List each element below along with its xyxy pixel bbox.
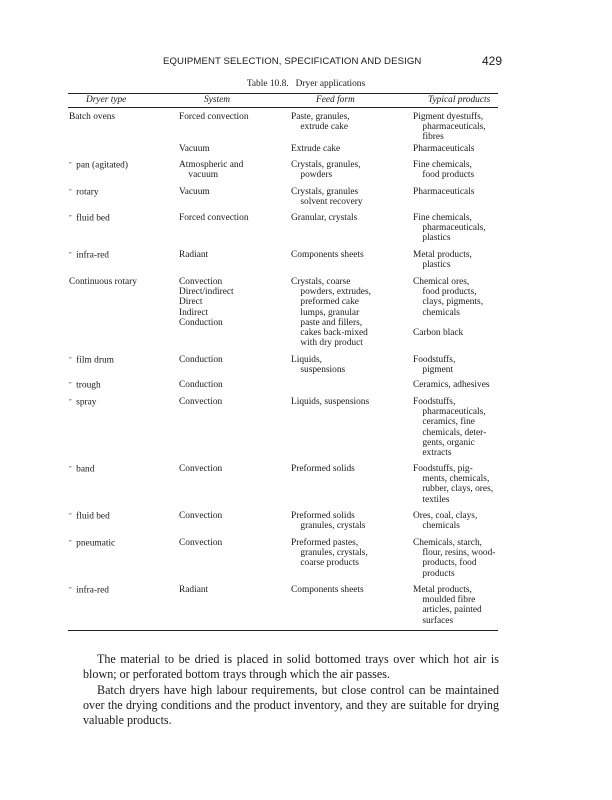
ditto-mark: ” (69, 189, 72, 195)
cell-dryer-type: ” infra-red (69, 250, 109, 261)
cell-dryer-type: ” pan (agitated) (69, 160, 128, 171)
cell-typical-products: Chemical ores, food products, clays, pigments, chemicals Carbon black (413, 277, 484, 339)
table-header-rule (68, 107, 498, 108)
ditto-mark: ” (69, 466, 72, 472)
cell-system: Convection Direct/indirect Direct Indirect Conduction (179, 277, 234, 328)
table-caption: Table 10.8. Dryer applications (246, 79, 366, 89)
cell-dryer-type: ” rotary (69, 187, 99, 198)
cell-system: Forced convection (179, 112, 249, 122)
cell-dryer-type: ” trough (69, 380, 101, 391)
cell-feed-form: Liquids, suspensions (291, 355, 346, 376)
running-header (0, 56, 612, 70)
cell-feed-form: Crystals, granules solvent recovery (291, 187, 363, 208)
cell-system: Radiant (179, 585, 209, 595)
cell-typical-products: Ceramics, adhesives (413, 380, 490, 390)
cell-dryer-type: ” band (69, 464, 95, 475)
cell-dryer-type: ” film drum (69, 355, 114, 366)
cell-system: Vacuum (179, 144, 210, 154)
body-paragraph: The material to be dried is placed in solid bottomed trays over which hot air is blown; or perforated bottom trays through which the air passes. (83, 652, 499, 682)
cell-feed-form: Preformed solids granules, crystals (291, 511, 366, 532)
cell-system: Convection (179, 397, 223, 407)
ditto-mark: ” (69, 382, 72, 388)
running-header-title: EQUIPMENT SELECTION, SPECIFICATION AND DESIGN (163, 56, 422, 67)
cell-typical-products: Chemicals, starch, flour, resins, wood- products, food products (413, 538, 496, 579)
cell-typical-products: Metal products, plastics (413, 250, 472, 271)
ditto-mark: ” (69, 540, 72, 546)
ditto-mark: ” (69, 162, 72, 168)
cell-feed-form: Components sheets (291, 250, 364, 260)
cell-feed-form: Granular, crystals (291, 213, 358, 223)
cell-feed-form: Components sheets (291, 585, 364, 595)
cell-feed-form: Extrude cake (291, 144, 341, 154)
column-header-system: System (204, 95, 231, 105)
cell-dryer-type: ” infra-red (69, 585, 109, 596)
cell-dryer-type: ” spray (69, 397, 97, 408)
cell-typical-products: Pharmaceuticals (413, 144, 475, 154)
cell-system: Convection (179, 464, 223, 474)
ditto-mark: ” (69, 587, 72, 593)
cell-feed-form: Paste, granules, extrude cake (291, 112, 350, 133)
table-bottom-rule (68, 630, 498, 631)
cell-feed-form: Crystals, granules, powders (291, 160, 361, 181)
cell-dryer-type: ” fluid bed (69, 511, 110, 522)
cell-dryer-type: ” pneumatic (69, 538, 116, 549)
page-number: 429 (482, 54, 503, 68)
ditto-mark: ” (69, 399, 72, 405)
cell-system: Atmospheric and vacuum (179, 160, 244, 181)
cell-typical-products: Foodstuffs, pharmaceuticals, ceramics, fine chemicals, deter- gents, organic extracts (413, 397, 487, 459)
cell-feed-form: Preformed solids (291, 464, 355, 474)
column-header-dryer-type: Dryer type (86, 95, 127, 105)
body-paragraph: Batch dryers have high labour requirements, but close control can be maintained over the drying conditions and the product inventory, and they are suitable for drying valuable products. (83, 683, 499, 728)
ditto-mark: ” (69, 252, 72, 258)
cell-system: Forced convection (179, 213, 249, 223)
cell-system: Convection (179, 538, 223, 548)
cell-feed-form: Preformed pastes, granules, crystals, coarse products (291, 538, 368, 569)
cell-dryer-type: ” fluid bed (69, 213, 110, 224)
ditto-mark: ” (69, 215, 72, 221)
cell-feed-form: Crystals, coarse powders, extrudes, preformed cake lumps, granular paste and fillers, cakes back-mixed with dry product (291, 277, 371, 349)
column-header-feed-form: Feed form (316, 95, 355, 105)
cell-typical-products: Metal products, moulded fibre articles, painted surfaces (413, 585, 482, 626)
table-top-rule (68, 93, 498, 94)
cell-typical-products: Foodstuffs, pig- ments, chemicals, rubber, clays, ores, textiles (413, 464, 494, 505)
cell-dryer-type: Continuous rotary (69, 277, 137, 287)
cell-typical-products: Fine chemicals, food products (413, 160, 475, 181)
cell-typical-products: Ores, coal, clays, chemicals (413, 511, 478, 532)
cell-typical-products: Pigment dyestuffs, pharmaceuticals, fibres (413, 112, 486, 143)
table-header-row (0, 95, 612, 107)
ditto-mark: ” (69, 357, 72, 363)
cell-dryer-type: Batch ovens (69, 112, 116, 122)
ditto-mark: ” (69, 513, 72, 519)
column-header-typical-products: Typical products (428, 95, 491, 105)
cell-system: Conduction (179, 355, 223, 365)
cell-system: Radiant (179, 250, 209, 260)
cell-feed-form: Liquids, suspensions (291, 397, 370, 407)
cell-system: Conduction (179, 380, 223, 390)
cell-typical-products: Fine chemicals, pharmaceuticals, plastics (413, 213, 486, 244)
cell-system: Convection (179, 511, 223, 521)
cell-typical-products: Foodstuffs, pigment (413, 355, 456, 376)
cell-typical-products: Pharmaceuticals (413, 187, 475, 197)
cell-system: Vacuum (179, 187, 210, 197)
